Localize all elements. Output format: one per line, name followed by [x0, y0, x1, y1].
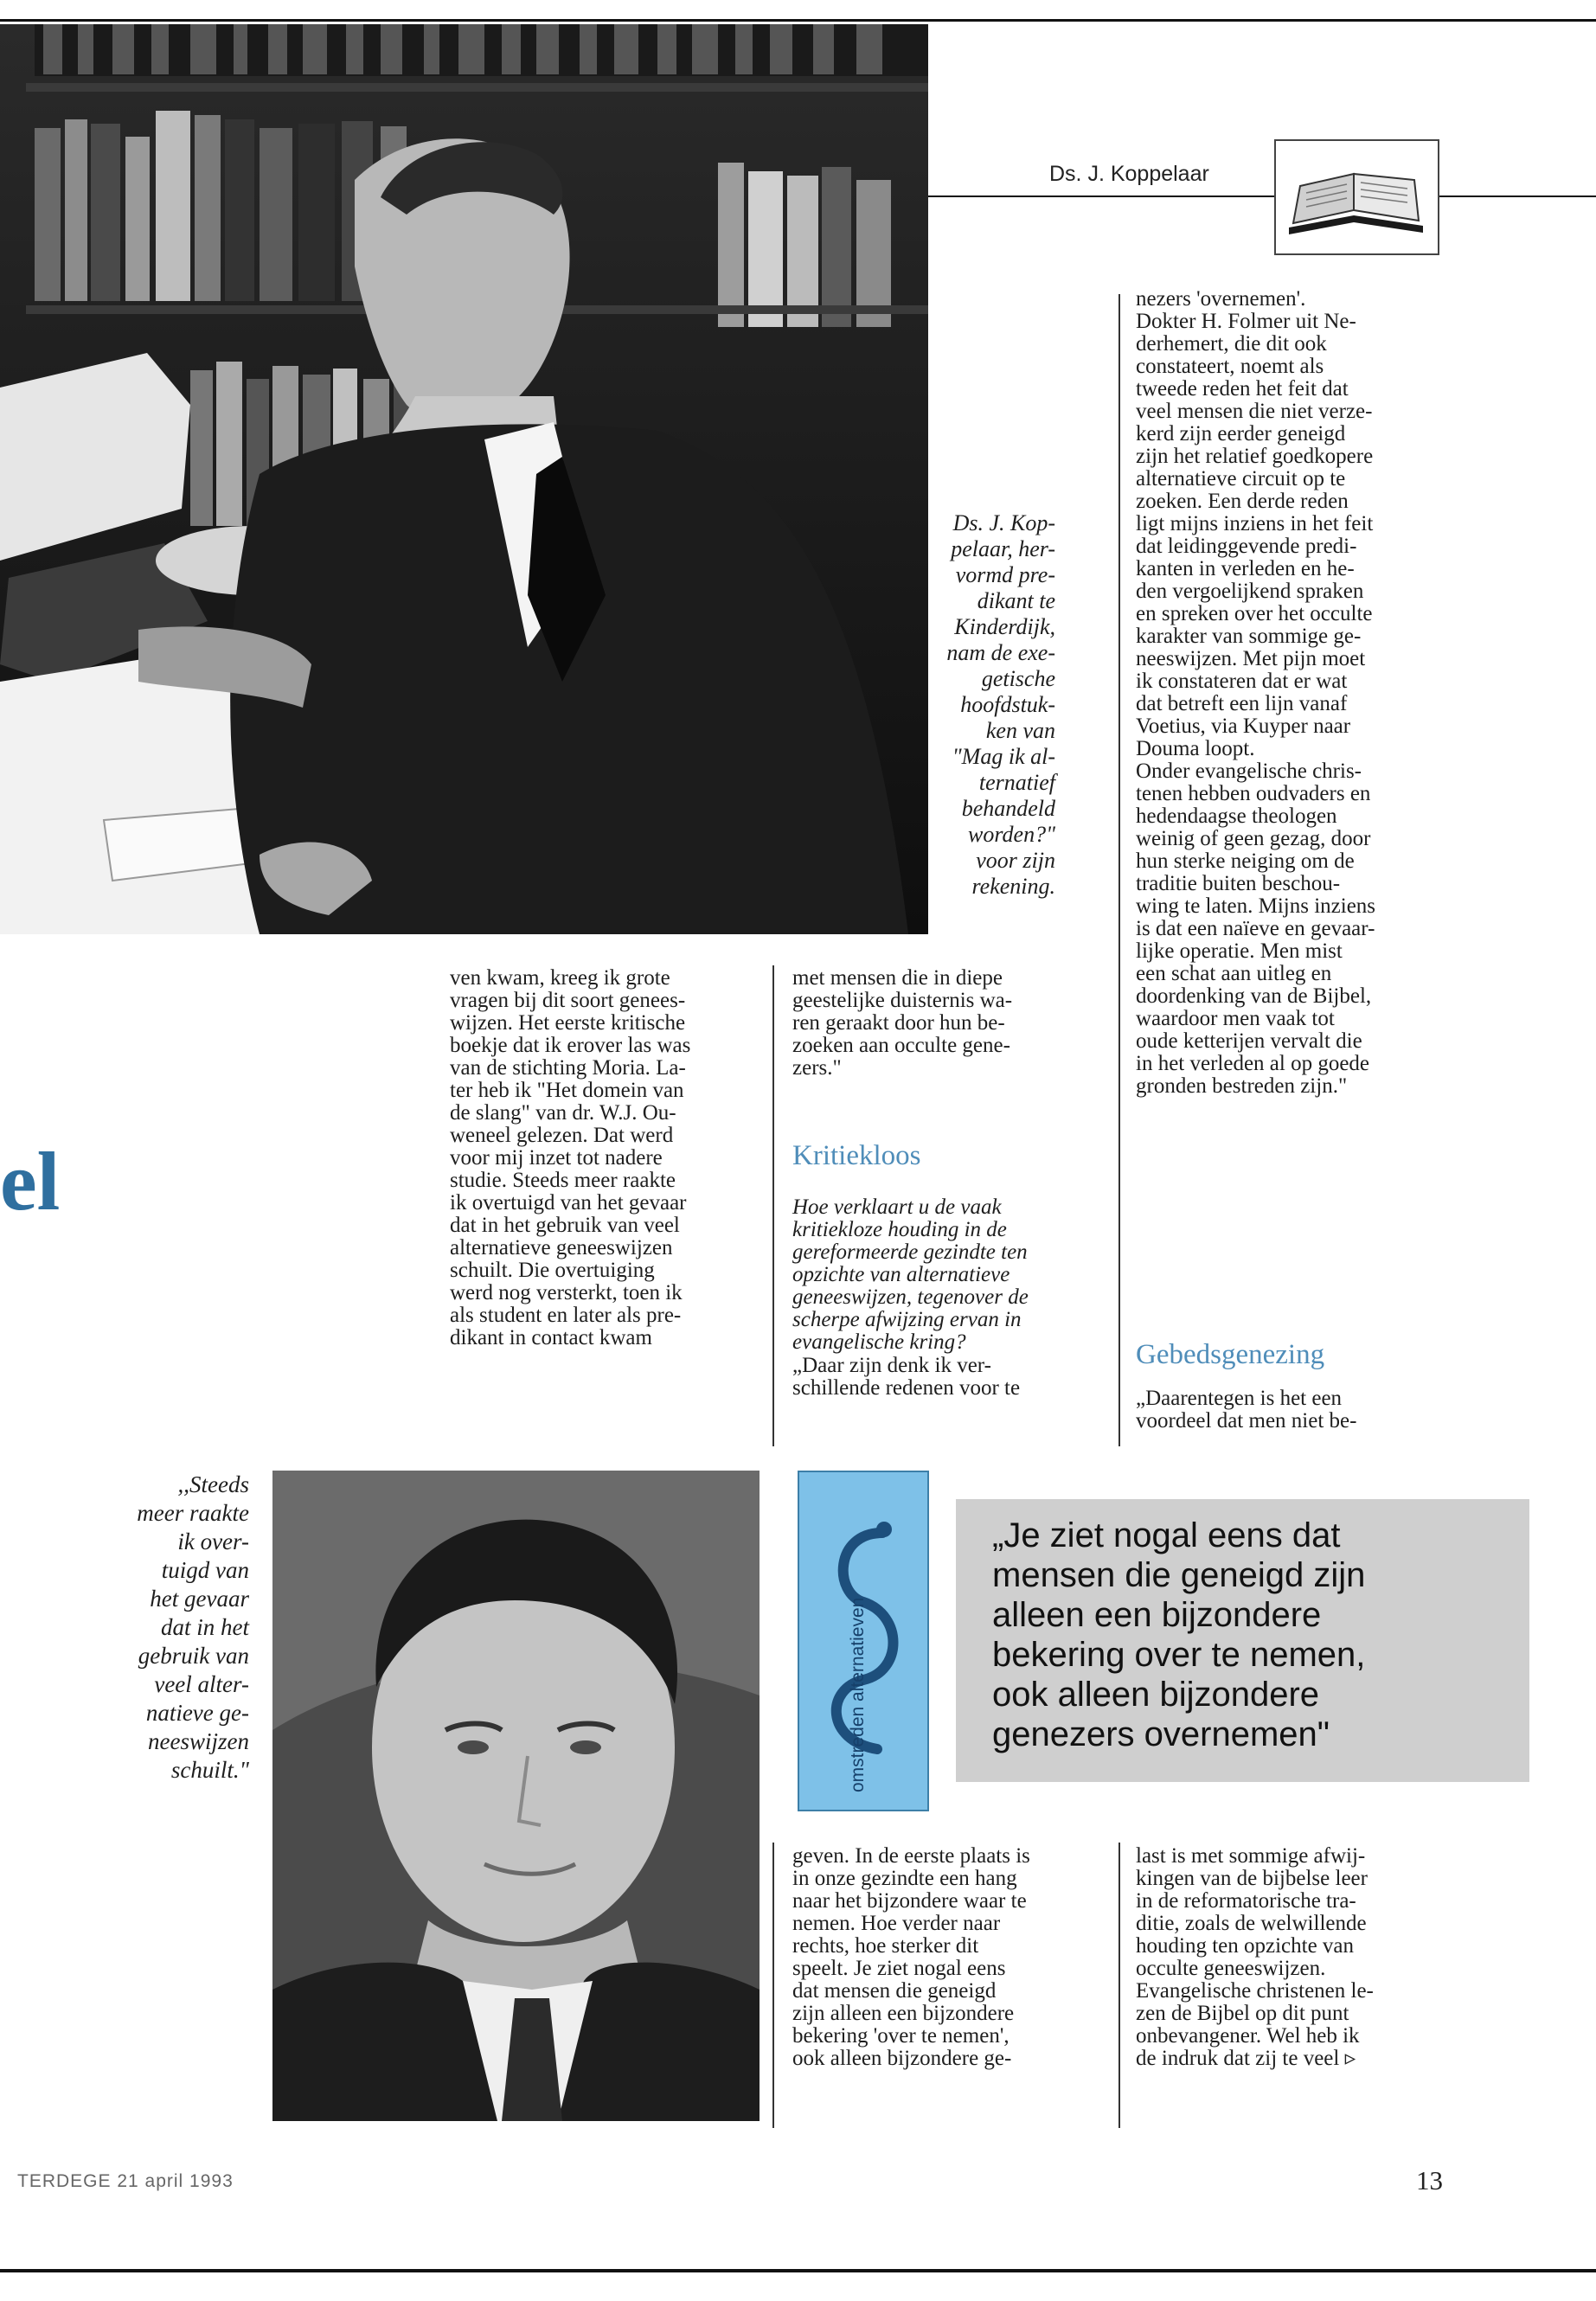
article-column-right-bottom: last is met sommige afwij- kingen van de bijbelse leer in de reformatorische tra- ditie, zoals de welwillende houding ten opzichte van occulte geneeswijzen. Evangelische christenen le- zen de Bijbel op dit punt onbevangener. Wel heb ik de indruk dat zij te veel ▹: [1136, 1844, 1374, 2070]
subhead-gebedsgenezing: Gebedsgenezing: [1136, 1339, 1325, 1370]
article-column-middle-bottom: geven. In de eerste plaats is in onze gezindte een hang naar het bijzondere waar te nemen. Hoe verder naar rechts, hoe sterker dit speelt. Je ziet nogal eens dat mensen die geneigd zijn alleen een bijzondere bekering 'over te nemen', ook alleen bijzondere ge-: [792, 1844, 1030, 2070]
footer-publication: TERDEGE 21 april 1993: [17, 2171, 234, 2191]
header-rule-right: [1436, 195, 1596, 197]
photo-caption: Ds. J. Kop- pelaar, her- vormd pre- dikant te Kinderdijk, nam de exe- getische hoofdstuk- ken van "Mag ik al- ternatief behandeld worden?" voor zijn rekening.: [946, 510, 1055, 899]
column-divider-1: [772, 965, 774, 1446]
logo-text: omstreden alternatieven: [848, 1597, 868, 1792]
interview-question: Hoe verklaart u de vaak kritiekloze houding in de gereformeerde gezindte ten opzichte van alternatieve geneeswijzen, tegenover de scherpe afwijzing ervan in evangelische kring?: [792, 1195, 1029, 1354]
column-divider-4: [1118, 1843, 1120, 2128]
subhead-kritiekloos: Kritiekloos: [792, 1140, 921, 1171]
page-number: 13: [1416, 2165, 1443, 2195]
bottom-rule: [0, 2269, 1596, 2272]
article-column-middle-answer: „Daar zijn denk ik ver- schillende redenen voor te: [792, 1354, 1021, 1400]
article-column-middle-top: met mensen die in diepe geestelijke duisternis wa- ren geraakt door hun be- zoeken aan occulte gene- zers.": [792, 966, 1013, 1080]
photo-pastor-at-desk: [0, 24, 928, 934]
column-divider-2: [1118, 294, 1120, 1446]
column-divider-3: [772, 1843, 774, 2128]
book-icon: [1274, 139, 1439, 255]
portrait-photo: [272, 1471, 760, 2121]
article-column-right-continued: „Daarentegen is het een voordeel dat men niet be-: [1136, 1387, 1357, 1433]
top-rule: [0, 19, 1596, 22]
author-label: Ds. J. Koppelaar: [1049, 162, 1209, 186]
omstreden-alternatieven-logo: [798, 1471, 929, 1811]
side-quote: ,,Steeds meer raakte ik over- tuigd van het gevaar dat in het gebruik van veel alter- natieve ge- neeswijzen schuilt.": [137, 1471, 249, 1783]
pull-quote: „Je ziet nogal eens dat mensen die geneigd zijn alleen een bijzondere bekering over te nemen, ook alleen bijzondere genezers overnemen": [992, 1516, 1366, 1753]
headline-fragment: el: [0, 1135, 61, 1227]
article-column-left-mid: ven kwam, kreeg ik grote vragen bij dit soort genees- wijzen. Het eerste kritische boekje dat ik erover las was van de stichting Moria. La- ter heb ik "Het domein van de slang" van dr. W.J. Ou- weneel gelezen. Dat werd voor mij inzet tot nadere studie. Steeds meer raakte ik overtuigd van het gevaar dat in het gebruik van veel alternatieve geneeswijzen schuilt. Die overtuiging werd nog versterkt, toen ik als student en later als pre- dikant in contact kwam: [450, 966, 691, 1349]
header-rule-left: [928, 195, 1274, 197]
article-column-right-top: nezers 'overnemen'. Dokter H. Folmer uit Ne- derhemert, die dit ook constateert, noemt als tweede reden het feit dat veel mensen die niet verze- kerd zijn eerder geneigd zijn het relatief goedkopere alternatieve circuit op te zoeken. Een derde reden ligt mijns inziens in het feit dat leidinggevende predi- kanten in verleden en he- den vergoelijkend spraken en spreken over het occulte karakter van sommige ge- neeswijzen. Met pijn moet ik constateren dat er wat dat betreft een lijn vanaf Voetius, via Kuyper naar Douma loopt. Onder evangelische chris- tenen hebben oudvaders en hedendaagse theologen weinig of geen gezag, door hun sterke neiging om de traditie buiten beschou- wing te laten. Mijns inziens is dat een naïeve en gevaar- lijke operatie. Men mist een schat aan uitleg en doordenking van de Bijbel, waardoor men vaak tot oude ketterijen vervalt die in het verleden al op goede gronden bestreden zijn.": [1136, 287, 1376, 1098]
